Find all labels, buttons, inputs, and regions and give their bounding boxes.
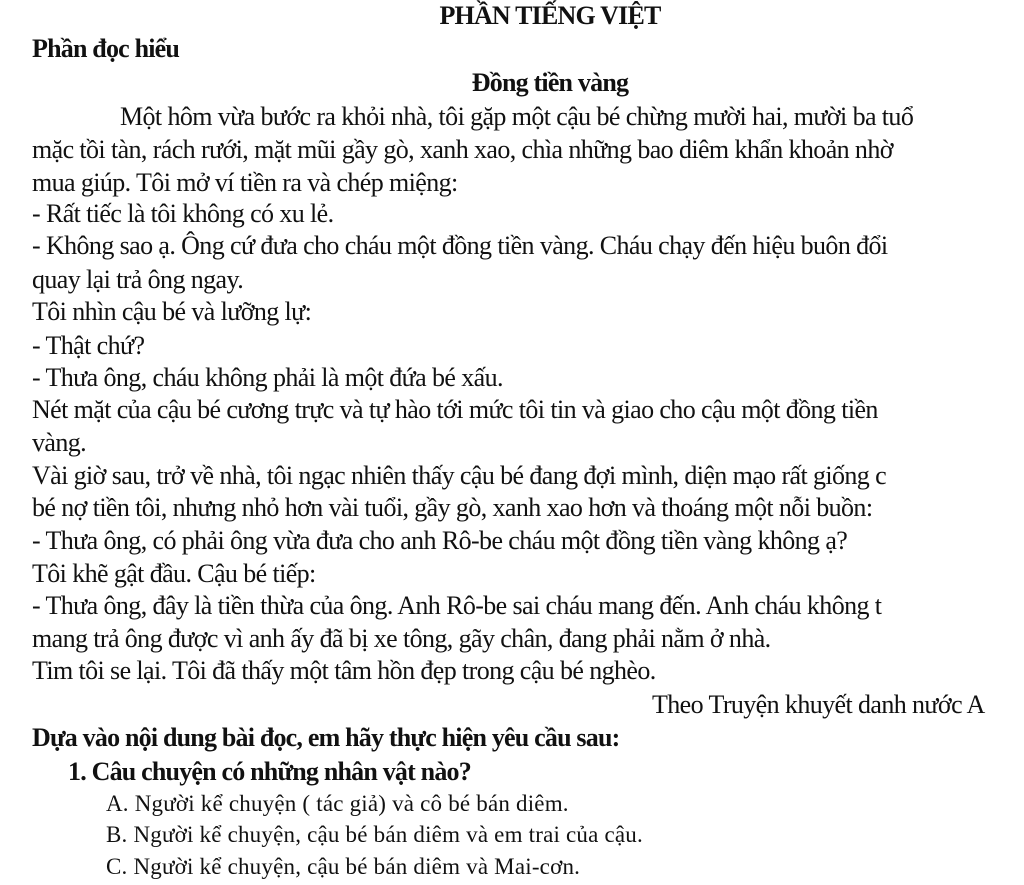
story-line: - Thưa ông, có phải ông vừa đưa cho anh Rô-be cháu một đồng tiền vàng không ạ?	[32, 526, 848, 555]
story-title: Đồng tiền vàng	[471, 68, 629, 97]
story-line: quay lại trả ông ngay.	[32, 265, 244, 294]
story-line: Một hôm vừa bước ra khỏi nhà, tôi gặp một cậu bé chừng mười hai, mười ba tuổ	[120, 102, 914, 131]
story-line: Tim tôi se lại. Tôi đã thấy một tâm hồn đẹp trong cậu bé nghèo.	[32, 656, 656, 685]
story-line: mua giúp. Tôi mở ví tiền ra và chép miệng:	[32, 168, 458, 197]
question: 1. Câu chuyện có những nhân vật nào?	[68, 757, 471, 786]
answer-option: A. Người kể chuyện ( tác giả) và cô bé bán diêm.	[106, 791, 569, 816]
story-line: vàng.	[32, 428, 87, 457]
story-line: - Rất tiếc là tôi không có xu lẻ.	[32, 199, 334, 228]
subsection-title: Phần đọc hiểu	[32, 34, 180, 63]
story-line: - Thưa ông, cháu không phải là một đứa bé xấu.	[32, 363, 503, 392]
answer-option: C. Người kể chuyện, cậu bé bán diêm và Mai-cơn.	[106, 854, 581, 879]
story-line: - Thưa ông, đây là tiền thừa của ông. Anh Rô-be sai cháu mang đến. Anh cháu không t	[32, 591, 882, 620]
instruction: Dựa vào nội dung bài đọc, em hãy thực hiện yêu cầu sau:	[32, 723, 620, 752]
story-line: bé nợ tiền tôi, nhưng nhỏ hơn vài tuổi, gầy gò, xanh xao hơn và thoáng một nỗi buồn:	[32, 493, 873, 522]
section-title: PHẦN TIẾNG VIỆT	[439, 1, 661, 30]
story-line: Vài giờ sau, trở về nhà, tôi ngạc nhiên thấy cậu bé đang đợi mình, diện mạo rất giống c	[32, 461, 887, 490]
story-line: Nét mặt của cậu bé cương trực và tự hào tới mức tôi tin và giao cho cậu một đồng tiền	[32, 395, 878, 424]
story-line: Tôi nhìn cậu bé và lưỡng lự:	[32, 297, 312, 326]
story-line: - Không sao ạ. Ông cứ đưa cho cháu một đồng tiền vàng. Cháu chạy đến hiệu buôn đổi	[32, 231, 888, 260]
story-line: - Thật chứ?	[32, 331, 145, 360]
story-line: mặc tồi tàn, rách rưới, mặt mũi gầy gò, xanh xao, chìa những bao diêm khẩn khoản nhờ	[32, 135, 893, 164]
answer-option: B. Người kể chuyện, cậu bé bán diêm và em trai của cậu.	[106, 822, 643, 847]
source-line: Theo Truyện khuyết danh nước A	[652, 690, 985, 719]
story-line: Tôi khẽ gật đầu. Cậu bé tiếp:	[32, 559, 316, 588]
story-line: mang trả ông được vì anh ấy đã bị xe tông, gãy chân, đang phải nằm ở nhà.	[32, 624, 771, 653]
